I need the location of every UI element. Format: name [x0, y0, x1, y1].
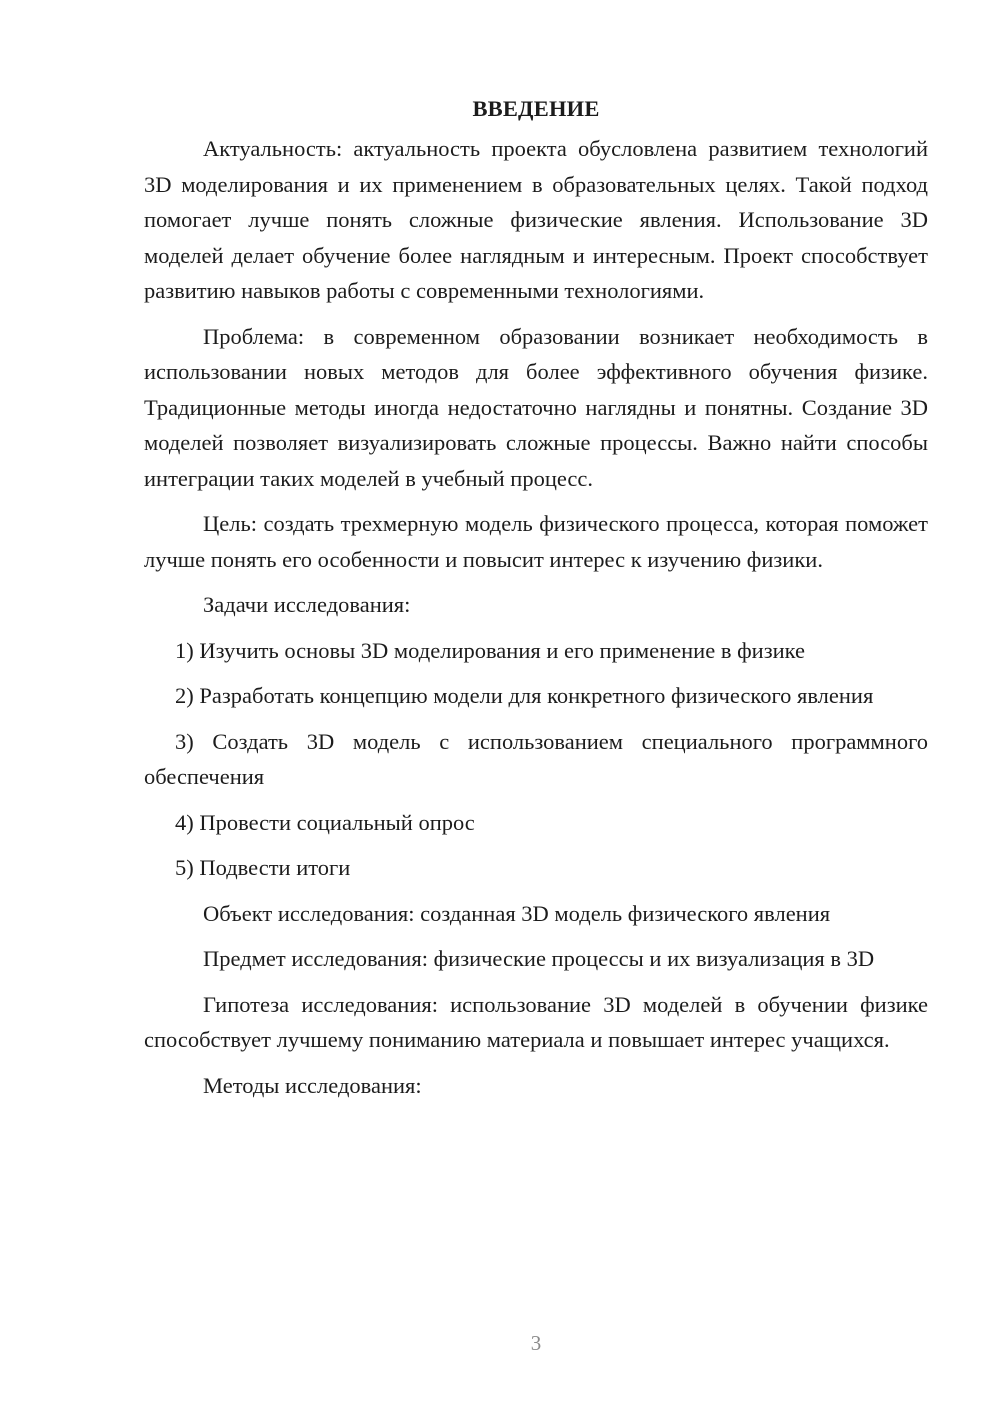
- relevance-paragraph: Актуальность: актуальность проекта обусловлена развитием технологий 3D моделирования и их применением в образовательных целях. Такой подход помогает лучше понять сложные физические явления. Использование 3D моделей делает обучение более наглядным и интересным. Проект способствует развитию навыков работы с современными технологиями.: [144, 136, 928, 303]
- goal-paragraph: Цель: создать трехмерную модель физического процесса, которая поможет лучше понять его особенности и повысит интерес к изучению физики.: [144, 511, 928, 572]
- page-number: 3: [530, 1331, 542, 1355]
- section-heading: ВВЕДЕНИЕ: [472, 96, 600, 121]
- task-item-5: 5) Подвести итоги: [175, 855, 351, 880]
- hypothesis-paragraph: Гипотеза исследования: использование 3D моделей в обучении физике способствует лучшему пониманию материала и повышает интерес учащихся.: [144, 991, 928, 1052]
- task-item-4: 4) Провести социальный опрос: [175, 809, 475, 835]
- task-item-2: 2) Разработать концепцию модели для конкретного физического явления: [175, 683, 874, 708]
- research-subject-paragraph: Предмет исследования: физические процессы и их визуализация в 3D: [203, 946, 875, 971]
- document-page: [144, 94, 928, 1113]
- tasks-title: Задачи исследования:: [203, 592, 411, 617]
- problem-paragraph: Проблема: в современном образовании возникает необходимость в использовании новых методов для более эффективного обучения физике. Традиционные методы иногда недостаточно наглядны и понятны. Создание 3D моделей позволяет визуализировать сложные процессы. Важно найти способы интеграции таких моделей в учебный процесс.: [144, 323, 928, 491]
- task-item-1: 1) Изучить основы 3D моделирования и его применение в физике: [175, 637, 805, 663]
- methods-title: Методы исследования:: [203, 1072, 422, 1098]
- research-object-paragraph: Объект исследования: созданная 3D модель физического явления: [203, 900, 831, 926]
- task-item-3: 3) Создать 3D модель с использованием специального программного обеспечения: [144, 728, 928, 789]
